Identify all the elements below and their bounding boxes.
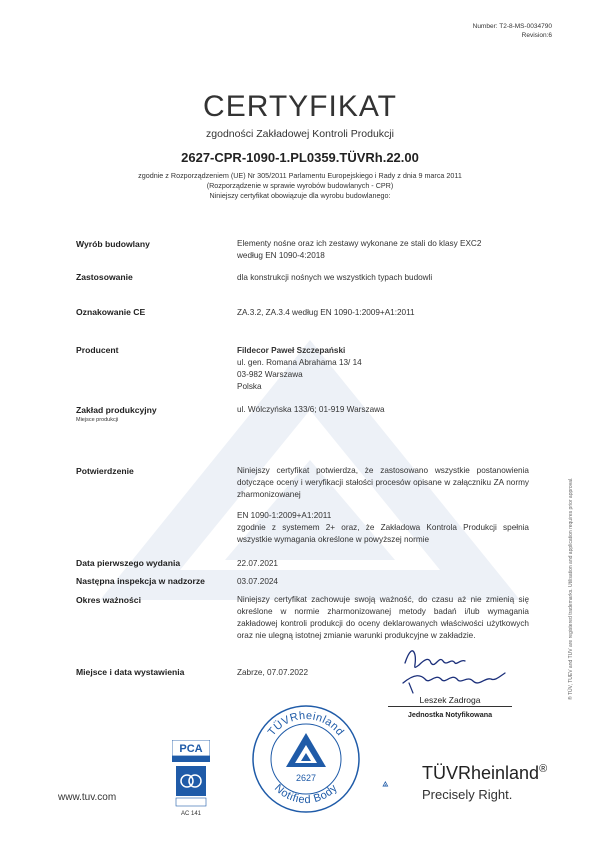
place-date-value: Zabrze, 07.07.2022: [237, 668, 309, 677]
tuv-brand-reg: ®: [539, 763, 548, 775]
next-inspection-label: Następna inspekcja w nadzorze: [76, 576, 205, 586]
plant-label: Zakład produkcyjny: [76, 405, 157, 415]
confirmation-label: Potwierdzenie: [76, 466, 134, 476]
website-link[interactable]: www.tuv.com: [58, 792, 117, 803]
producer-name: Fildecor Paweł Szczepański: [237, 346, 346, 355]
document-number: Number: T2-8-MS-0034790: [472, 23, 552, 30]
document-revision: Revision:6: [521, 32, 552, 39]
pca-text: PCA: [179, 743, 203, 755]
ce-value: ZA.3.2, ZA.3.4 według EN 1090-1:2009+A1:2011: [237, 308, 415, 317]
signatory-role: Jednostka Notyfikowana: [407, 710, 493, 719]
intro-line: Niniejszy certyfikat obowiązuje dla wyrobu budowlanego:: [209, 191, 391, 200]
seal-number: 2627: [295, 773, 317, 783]
certificate-subtitle: zgodności Zakładowej Kontroli Produkcji: [206, 128, 394, 140]
validity-text: Niniejszy certyfikat zachowuje swoją ważność, do czasu aż nie zmienią się określone w normie zharmonizowanej metody badań i/lub wymagania zakładowej kontroli produkcji do oceny deklarowanych właściwości użytkowych oraz nie ulegną istotnej zmianie warunki produkcyjne w zakładzie.: [237, 595, 529, 640]
signatory-name: Leszek Zadroga: [419, 695, 481, 705]
producer-value: [237, 345, 529, 393]
seal-bottom-text: Notified Body: [271, 782, 340, 807]
confirmation-text-2: zgodnie z systemem 2+ oraz, że Zakładowa Kontrola Produkcji spełnia wszystkie wymagania określone w powyższej normie: [237, 523, 529, 544]
product-value: [237, 238, 529, 262]
handwritten-signature: [395, 643, 515, 698]
product-value-line: według EN 1090-4:2018: [237, 251, 325, 260]
first-issue-value: 22.07.2021: [237, 559, 278, 568]
product-value-line: Elementy nośne oraz ich zestawy wykonane ze stali do klasy EXC2: [237, 239, 482, 248]
producer-address-line: Polska: [237, 382, 262, 391]
intro-line: (Rozporządzenie w sprawie wyrobów budowlanych - CPR): [206, 181, 394, 190]
notified-body-seal: [250, 703, 362, 815]
ce-label: Oznakowanie CE: [76, 307, 146, 317]
product-label: Wyrób budowlany: [76, 239, 150, 249]
confirmation-text: Niniejszy certyfikat potwierdza, że zastosowano wszystkie postanowienia dotyczące oceny i weryfikacji stałości procesów opisane w załączniku ZA normy zharmonizowanej: [237, 466, 529, 499]
producer-address-line: 03-982 Warszawa: [237, 370, 303, 379]
confirmation-standard: EN 1090-1:2009+A1:2011: [237, 511, 332, 520]
tuv-brand-name: TÜVRheinland: [422, 763, 540, 783]
intro-line: zgodnie z Rozporządzeniem (UE) Nr 305/2011 Parlamentu Europejskiego i Rady z dnia 9 marca 2011: [138, 171, 462, 180]
first-issue-label: Data pierwszego wydania: [76, 558, 181, 568]
signature-line: [388, 706, 512, 707]
certificate-number: 2627-CPR-1090-1.PL0359.TÜVRh.22.00: [181, 150, 419, 165]
validity-label: Okres ważności: [76, 595, 141, 605]
trademark-side-note: ® TÜV, TUEV and TUV are registered trademarks. Utilisation and application requires prior approval.: [568, 477, 574, 700]
plant-value: ul. Wólczyńska 133/6; 01-919 Warszawa: [237, 405, 385, 414]
producer-address-line: ul. gen. Romana Abrahama 13/ 14: [237, 358, 362, 367]
use-label: Zastosowanie: [76, 272, 133, 282]
pca-code: AC 141: [180, 811, 202, 817]
plant-sublabel: Miejsce produkcji: [76, 417, 119, 423]
tuv-tagline: Precisely Right.: [422, 787, 513, 802]
seal-top-text: TÜVRheinland: [265, 709, 347, 739]
producer-label: Producent: [76, 345, 119, 355]
document-meta: [473, 22, 552, 40]
svg-text:Notified Body: [272, 782, 340, 806]
next-inspection-value: 03.07.2024: [237, 577, 278, 586]
use-value: dla konstrukcji nośnych we wszystkich typach budowli: [237, 273, 433, 282]
pca-accreditation-logo: [172, 740, 210, 818]
tuv-brand: [422, 763, 547, 784]
certificate-intro: [0, 171, 600, 201]
tuv-triangle-icon: [382, 760, 422, 810]
place-date-label: Miejsce i data wystawienia: [76, 667, 185, 677]
certificate-title: CERTYFIKAT: [203, 90, 397, 123]
